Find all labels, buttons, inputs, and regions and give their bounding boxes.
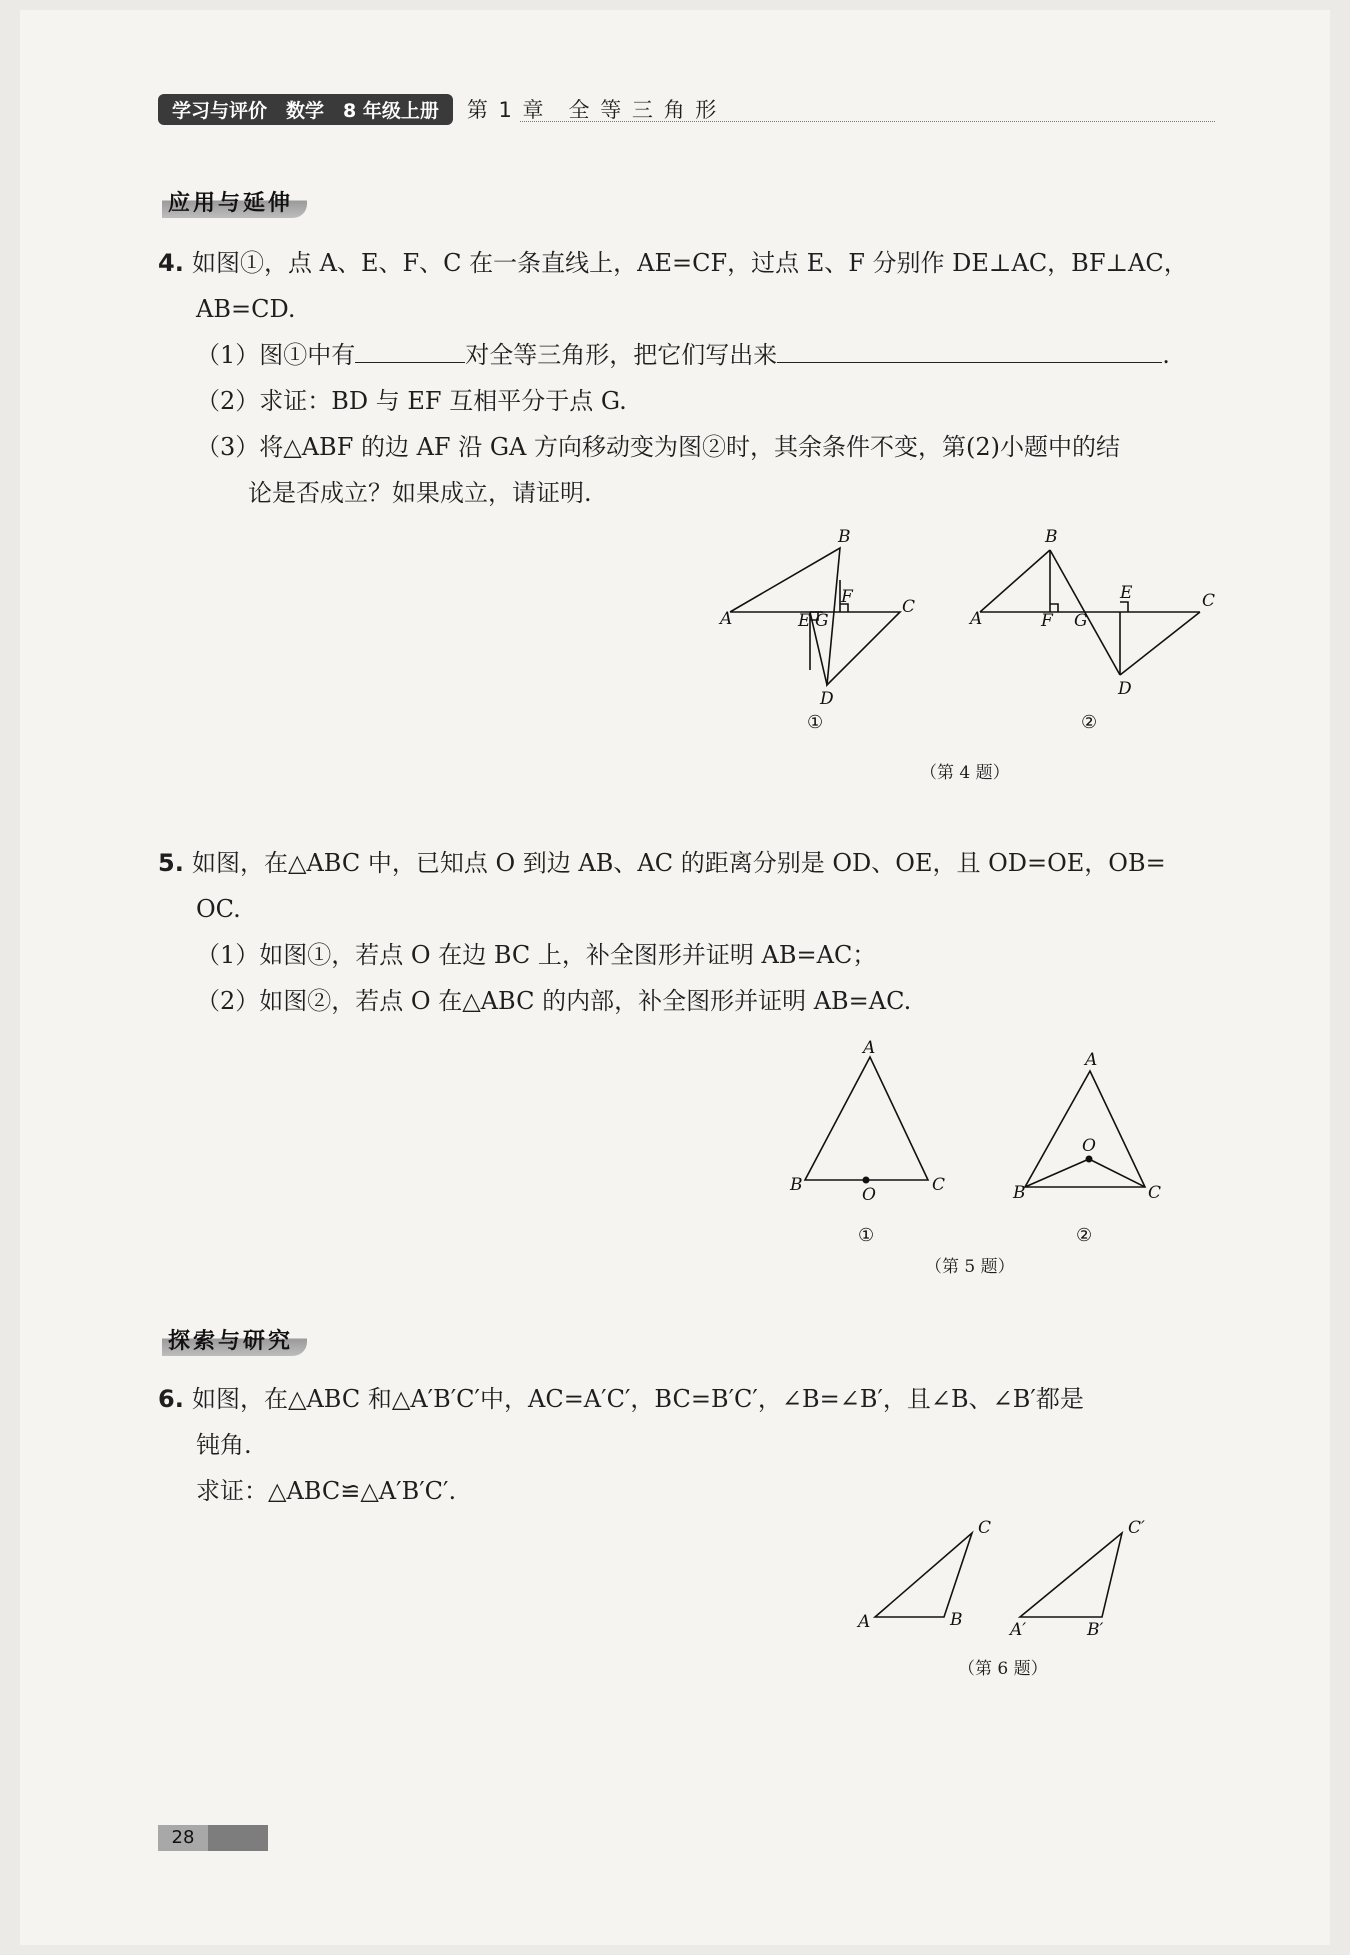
problem-number: 5. — [158, 849, 184, 877]
label-point-B: B — [1013, 1183, 1026, 1203]
problem-4 — [158, 240, 1218, 516]
question-1-text-a: （1）图①中有 — [196, 341, 356, 369]
label-point-C: C — [1148, 1183, 1162, 1203]
label-point-F: F — [841, 587, 853, 607]
figure-label-1: ① — [858, 1225, 875, 1245]
problem-6 — [158, 1376, 1218, 1514]
answer-blank-list[interactable] — [777, 336, 1162, 363]
figure-label-2: ② — [1081, 712, 1098, 733]
question-1-text-b: 对全等三角形，把它们写出来 — [465, 341, 778, 369]
running-header — [158, 95, 718, 123]
figure-caption: （第 4 题） — [920, 763, 1010, 783]
question-2-text: （2）求证：BD 与 EF 互相平分于点 G. — [196, 387, 627, 415]
label-point-A-prime: A′ — [1010, 1620, 1027, 1640]
figure-label-1: ① — [807, 712, 824, 733]
section-heading-apply: 应用与延伸 — [162, 186, 307, 218]
label-point-B: B — [838, 527, 851, 547]
label-point-A: A — [1085, 1050, 1098, 1070]
figure-4 — [700, 520, 1220, 740]
label-point-F: F — [1041, 611, 1053, 631]
label-point-C: C — [978, 1518, 992, 1538]
problem-text-cont: 钝角. — [196, 1431, 252, 1459]
label-point-B-prime: B′ — [1087, 1620, 1104, 1640]
problem-5 — [158, 840, 1218, 1024]
label-point-O: O — [1082, 1136, 1096, 1156]
label-point-A: A — [858, 1612, 871, 1632]
answer-blank-count[interactable] — [355, 336, 465, 363]
header-rule — [520, 121, 1215, 122]
chapter-title: 第 1 章 全 等 三 角 形 — [466, 98, 719, 122]
label-point-B: B — [790, 1175, 803, 1195]
figure-caption: （第 5 题） — [925, 1257, 1015, 1277]
label-point-A: A — [720, 609, 733, 629]
label-point-D: D — [1118, 679, 1132, 699]
label-point-C: C — [932, 1175, 946, 1195]
section-heading-explore: 探索与研究 — [162, 1324, 307, 1356]
problem-text: 如图，在△ABC 中，已知点 O 到边 AB、AC 的距离分别是 OD、OE，且 OD=OE，OB= — [192, 849, 1166, 877]
prove-statement: 求证：△ABC≌△A′B′C′. — [196, 1477, 457, 1505]
question-3-text-cont: 论是否成立？如果成立，请证明. — [248, 479, 592, 507]
label-point-G: G — [815, 611, 829, 631]
problem-text-cont: AB=CD. — [196, 295, 296, 323]
figure-6 — [850, 1515, 1150, 1640]
label-point-E: E — [798, 611, 811, 631]
page-number-bar — [158, 1825, 268, 1851]
label-point-C: C — [902, 597, 916, 617]
question-2-text: （2）如图②，若点 O 在△ABC 的内部，补全图形并证明 AB=AC. — [196, 987, 912, 1015]
figure-label-2: ② — [1076, 1225, 1093, 1245]
page-number: 28 — [158, 1825, 208, 1851]
problem-text-cont: OC. — [196, 895, 241, 923]
figure-5 — [770, 1035, 1190, 1245]
label-point-E: E — [1120, 583, 1133, 603]
book-title: 学习与评价 数学 8 年级上册 — [158, 94, 453, 125]
problem-text: 如图①，点 A、E、F、C 在一条直线上，AE=CF，过点 E、F 分别作 DE⊥AC，BF⊥AC， — [192, 249, 1188, 277]
label-point-B: B — [1045, 527, 1058, 547]
question-1-text-c: . — [1162, 341, 1170, 369]
label-point-A: A — [863, 1038, 876, 1058]
problem-number: 4. — [158, 249, 184, 277]
question-3-text: （3）将△ABF 的边 AF 沿 GA 方向移动变为图②时，其余条件不变，第(2)小题中的结 — [196, 433, 1120, 461]
problem-text: 如图，在△ABC 和△A′B′C′中，AC=A′C′，BC=B′C′，∠B=∠B′，且∠B、∠B′都是 — [192, 1385, 1084, 1413]
problem-number: 6. — [158, 1385, 184, 1413]
label-point-G: G — [1074, 611, 1088, 631]
label-point-B: B — [950, 1610, 963, 1630]
label-point-C: C — [1202, 591, 1216, 611]
figure-caption: （第 6 题） — [958, 1659, 1048, 1679]
label-point-O: O — [862, 1185, 876, 1205]
question-1-text: （1）如图①，若点 O 在边 BC 上，补全图形并证明 AB=AC； — [196, 941, 877, 969]
label-point-A: A — [970, 609, 983, 629]
label-point-D: D — [820, 689, 834, 709]
label-point-C-prime: C′ — [1128, 1518, 1145, 1538]
